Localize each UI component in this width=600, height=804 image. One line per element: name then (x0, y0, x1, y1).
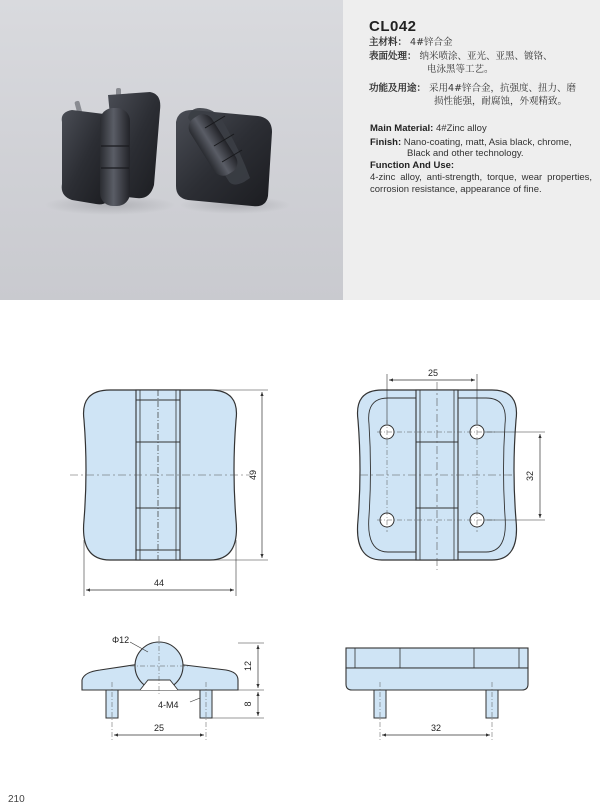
cn-function-label: 功能及用途： (369, 83, 427, 94)
dim-side-pin-spacing: 25 (153, 723, 165, 733)
dim-side-height: 12 (243, 660, 253, 672)
dim-back-hole-y: 32 (525, 470, 535, 482)
en-finish-row (370, 137, 592, 149)
dim-front-width: 44 (153, 578, 165, 588)
en-function-value: 4-zinc alloy, anti-strength, torque, wear properties, corrosion resistance, appearance of fine. (370, 172, 592, 195)
dim-side-pin-length: 8 (243, 701, 253, 707)
model-number: CL042 (369, 18, 417, 35)
cn-finish-value-1: 纳米喷涂、亚光、亚黑、镀铬、 (419, 51, 553, 62)
en-finish-value-2: Black and other technology. (407, 148, 524, 159)
dim-side-diameter: Φ12 (112, 635, 130, 645)
technical-drawings (0, 300, 600, 804)
dim-front-height: 49 (248, 469, 258, 481)
hinge-photo-illustration (0, 0, 343, 300)
en-material-value: 4#Zinc alloy (436, 123, 487, 134)
cn-function-value-2: 损性能强，耐腐蚀，外观精致。 (434, 96, 568, 107)
dim-side-thread: 4-M4 (158, 700, 179, 710)
cn-finish-value-2: 电泳黑等工艺。 (427, 64, 494, 75)
dim-bottom-pin-spacing: 32 (430, 723, 442, 733)
back-view (358, 368, 546, 570)
page-number: 210 (8, 794, 25, 804)
front-view (70, 390, 268, 596)
drawing-canvas (0, 300, 600, 804)
en-finish-label: Finish: (370, 137, 402, 148)
cn-function-row (369, 83, 576, 95)
cn-material-value: 4#锌合金 (410, 37, 453, 48)
cn-material-row (369, 37, 453, 49)
cn-material-label: 主材料： (369, 37, 408, 48)
bottom-view (346, 648, 528, 740)
cn-finish-row (369, 51, 553, 63)
bottom-leaf (346, 668, 528, 690)
side-view (82, 635, 264, 740)
cn-finish-label: 表面处理： (369, 51, 417, 62)
en-finish-value-1: Nano-coating, matt, Asia black, chrome, (403, 137, 572, 148)
en-function-label: Function And Use: (370, 160, 455, 171)
en-material-row (370, 123, 592, 135)
bottom-knuckle-band (346, 648, 528, 668)
dim-back-hole-x: 25 (427, 368, 439, 378)
product-photo (0, 0, 343, 300)
en-function-heading (370, 160, 592, 172)
en-material-label: Main Material: (370, 123, 434, 134)
cn-function-value-1: 采用4#锌合金，抗强度、扭力、磨 (429, 83, 577, 94)
